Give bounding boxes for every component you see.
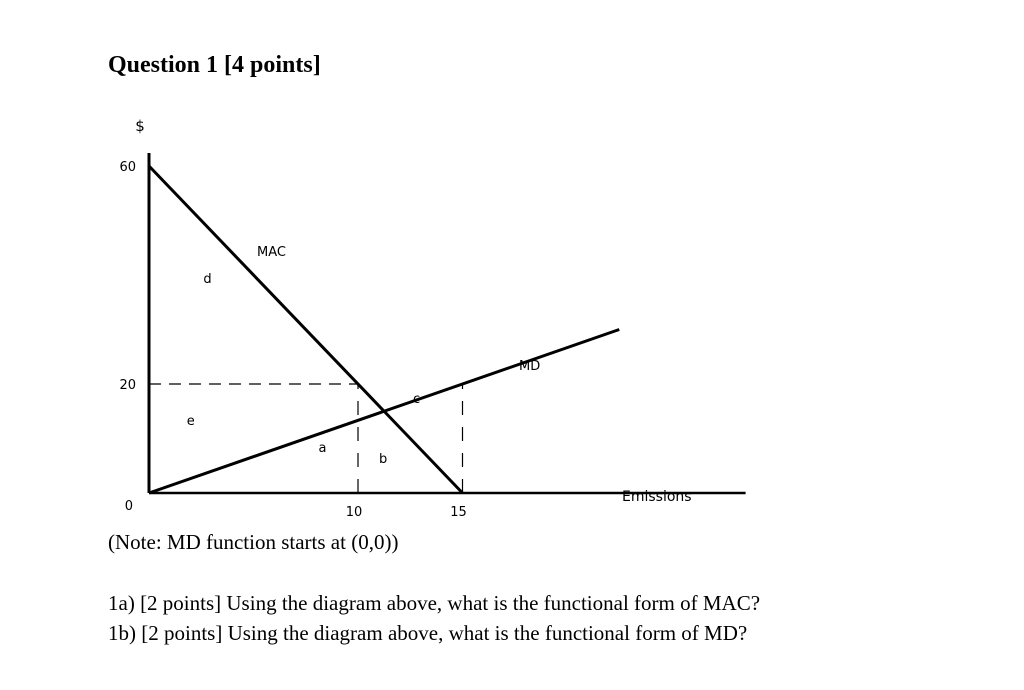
area-label-c: c xyxy=(412,392,421,408)
series-line-md xyxy=(149,330,619,494)
x-axis-label: Emissions xyxy=(622,489,692,505)
series-label-mac: MAC xyxy=(257,245,286,260)
series-line-mac xyxy=(149,166,463,493)
area-label-b: b xyxy=(378,452,388,468)
x-tick-label-15: 15 xyxy=(450,505,467,520)
diagram-note: (Note: MD function starts at (0,0)) xyxy=(108,530,399,554)
chart-axes xyxy=(149,153,746,493)
y-tick-label-60: 60 xyxy=(119,160,136,175)
area-label-d: d xyxy=(203,272,212,288)
question-part-b: 1b) [2 points] Using the diagram above, what is the functional form of MD? xyxy=(108,621,748,645)
question-part-a: 1a) [2 points] Using the diagram above, what is the functional form of MAC? xyxy=(108,591,761,615)
y-tick-label-0: 0 xyxy=(124,499,133,514)
question-title: Question 1 [4 points] xyxy=(108,52,321,78)
series-label-md: MD xyxy=(519,359,541,374)
chart-series xyxy=(149,166,619,493)
area-label-e: e xyxy=(186,413,195,429)
y-axis-label: $ xyxy=(135,117,145,135)
x-tick-label-10: 10 xyxy=(345,505,363,520)
chart-labels xyxy=(119,117,691,520)
area-label-a: a xyxy=(318,441,327,457)
y-tick-label-20: 20 xyxy=(119,378,136,393)
